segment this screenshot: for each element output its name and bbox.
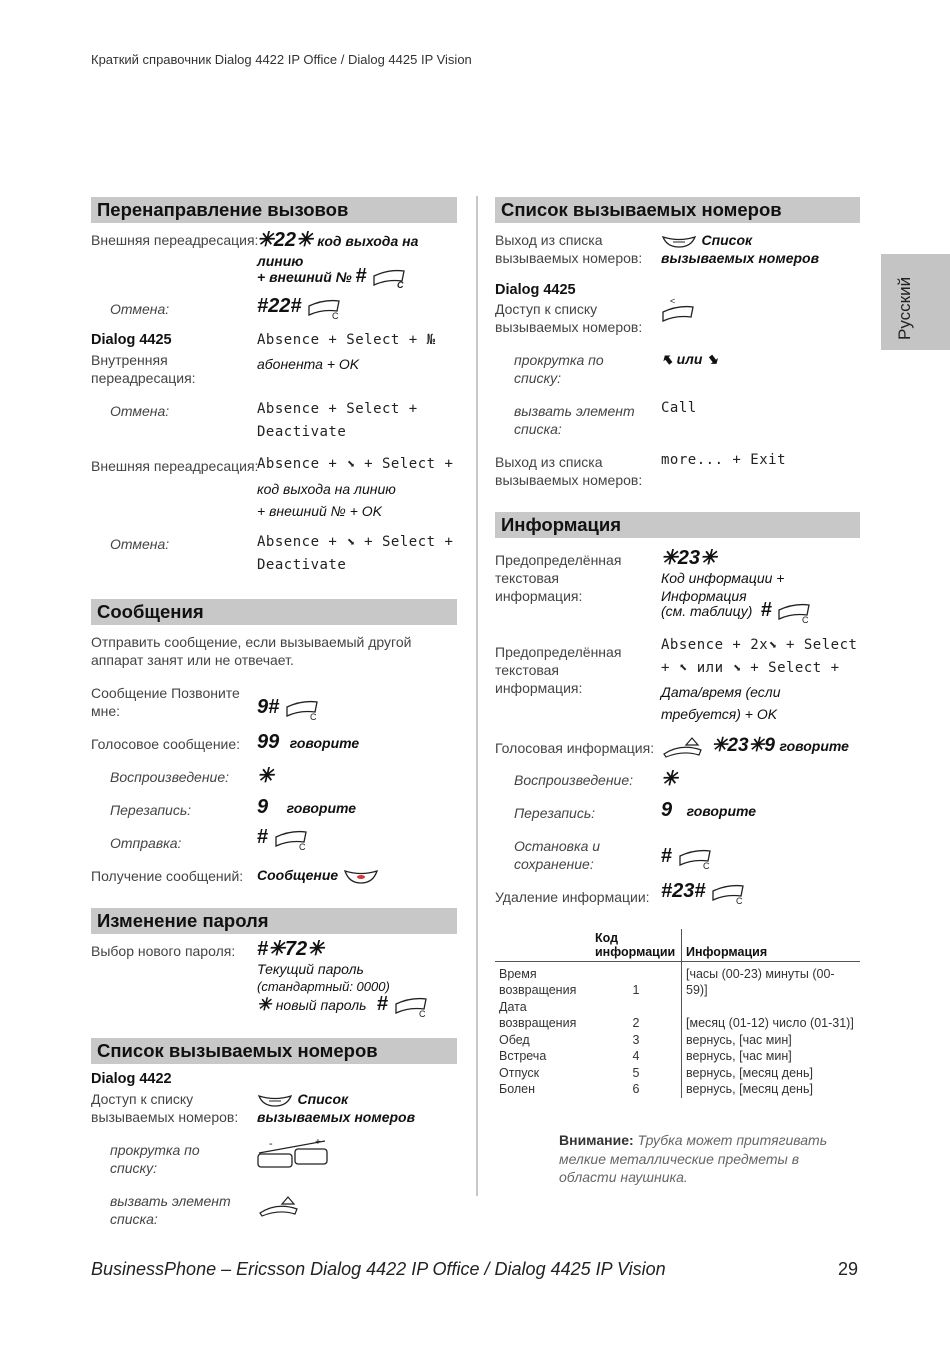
clear-key-icon <box>273 827 309 851</box>
table-row <box>495 1032 860 1049</box>
list-access-value-b: вызываемых номеров <box>257 1109 416 1125</box>
call2-label-a: вызвать элемент <box>514 403 635 419</box>
info-code-table <box>495 929 860 1098</box>
exit-list-value-a <box>661 231 752 250</box>
list-access-label-a: Доступ к списку <box>91 1091 194 1107</box>
section-title-messages: Сообщения <box>91 599 457 625</box>
clear-key-icon <box>306 296 342 320</box>
svg-text:C: C <box>298 841 306 851</box>
list-access-word: Список <box>297 1091 349 1107</box>
magnet-warning-note <box>559 1131 859 1187</box>
scroll2-label-b: списку: <box>514 370 561 386</box>
exit2-label-a: Выход из списка <box>495 454 603 470</box>
ext2-forward-value-b: код выхода на линию <box>257 481 396 497</box>
table-row <box>495 1048 860 1065</box>
table-cell: 3 <box>591 1032 682 1049</box>
rerecord-label: Перезапись: <box>110 802 192 818</box>
rerecord-code: 9 <box>257 796 269 818</box>
clear-key-icon <box>710 881 746 905</box>
svg-text:-: - <box>269 1138 273 1150</box>
svg-text:C: C <box>735 895 743 905</box>
table-cell: вернусь, [месяц день] <box>686 1065 813 1080</box>
int-forward-label-a: Внутренняя <box>91 352 168 368</box>
messages-intro: Отправить сообщение, если вызываемый другой аппарат занят или не отвечает. <box>91 634 412 668</box>
table-cell: 6 <box>591 1081 682 1098</box>
scroll-label-a: прокрутка по <box>110 1142 200 1158</box>
pre1-value-1: Код информации + <box>661 570 785 586</box>
new-password-value <box>257 993 429 1018</box>
ext-forward-label: Внешняя переадресация: <box>91 232 259 248</box>
cancel2-value-a: Absence + Select + <box>257 401 418 417</box>
table-cell: Болен <box>499 1082 536 1096</box>
pre2-label-a: Предопределённая <box>495 644 622 660</box>
list-access2-label-a: Доступ к списку <box>495 301 598 317</box>
table-cell: Дата возвращения <box>499 999 577 1030</box>
delete-info-value <box>661 880 746 905</box>
exit-list-value-b: вызываемых номеров <box>661 250 820 266</box>
call2-label-b: списка: <box>514 421 562 437</box>
star-icon: ✳ <box>257 995 272 1014</box>
svg-text:<: < <box>670 296 676 306</box>
running-header: Краткий справочник Dialog 4422 IP Office / Dialog 4425 IP Vision <box>91 52 472 67</box>
section-title-dialed-list-2: Список вызываемых номеров <box>495 197 860 223</box>
list-key-icon <box>257 1093 293 1107</box>
list-access-label-b: вызываемых номеров: <box>91 1109 239 1125</box>
ext-forward-number-text: + внешний № <box>257 269 352 285</box>
pre2-label-c: информация: <box>495 680 583 696</box>
cancel3-value-b: Deactivate <box>257 557 347 573</box>
play-label: Воспроизведение: <box>110 769 230 785</box>
voice-info-code: ✳23✳9 <box>711 735 775 756</box>
receive-msg-value <box>257 866 379 885</box>
receive-msg-word: Сообщение <box>257 867 339 883</box>
stop-save-label-a: Остановка и <box>514 838 601 854</box>
language-tab <box>881 254 950 350</box>
voice-info-label: Голосовая информация: <box>495 740 655 756</box>
cancel1-value <box>257 295 342 320</box>
ext2-forward-value-c: + внешний № + OK <box>257 503 382 519</box>
ext-forward-line: код выхода на линию <box>257 233 419 269</box>
pre1-label-c: информация: <box>495 588 583 604</box>
rerecord-word: говорите <box>286 800 357 816</box>
section-title-dialed-list: Список вызываемых номеров <box>91 1038 457 1064</box>
table-cell: Обед <box>499 1032 530 1047</box>
voice-info-value <box>661 734 849 758</box>
stop-save-value <box>661 845 713 870</box>
play-code: ✳ <box>257 765 274 787</box>
call-item-label-b: списка: <box>110 1211 158 1227</box>
table-cell: вернусь, [час мин] <box>686 1032 792 1047</box>
table-cell: 4 <box>591 1048 682 1065</box>
table-row <box>495 1065 860 1082</box>
ext-forward-number <box>257 267 407 289</box>
rerecord2-code: 9 <box>661 799 673 821</box>
voice-msg-code: 99 <box>257 731 280 753</box>
dialog-4422-heading: Dialog 4422 <box>91 1071 172 1087</box>
table-row <box>495 1081 860 1098</box>
default-password-text: (стандартный: 0000) <box>257 979 390 994</box>
page-number: 29 <box>838 1259 859 1279</box>
svg-text:C: C <box>396 280 404 290</box>
hash-icon: # <box>355 265 367 287</box>
volume-keys-icon <box>255 1137 331 1169</box>
table-cell: вернусь, [час мин] <box>686 1049 792 1063</box>
scroll2-label-a: прокрутка по <box>514 352 604 368</box>
table-cell: 5 <box>591 1065 682 1082</box>
svg-text:+: + <box>315 1137 321 1148</box>
svg-text:C: C <box>331 310 339 320</box>
table-header-cell <box>495 929 591 962</box>
pre2-value-4: требуется) + OK <box>661 706 778 722</box>
call-item-label-a: вызвать элемент <box>110 1193 231 1209</box>
voice-msg-label: Голосовое сообщение: <box>91 736 241 752</box>
ext-forward-code: ✳22✳ <box>257 229 313 251</box>
ext2-forward-label: Внешняя переадресация: <box>91 458 259 474</box>
exit-list-label-a: Выход из списка <box>495 232 603 248</box>
cancel2-label: Отмена: <box>110 403 170 419</box>
svg-text:C: C <box>802 614 809 624</box>
msg-callme-code: 9# <box>257 696 280 718</box>
table-row <box>495 966 860 999</box>
exit2-label-b: вызываемых номеров: <box>495 472 643 488</box>
info-code-table-wrap <box>495 929 860 1098</box>
hash-icon: # <box>376 993 389 1015</box>
clear-key-icon <box>677 846 713 870</box>
table-cell: Отпуск <box>499 1065 540 1080</box>
delete-info-label: Удаление информации: <box>495 889 650 905</box>
send-label: Отправка: <box>110 835 182 851</box>
pre2-value-2: + ⬉ или ⬊ + Select + <box>661 660 840 676</box>
dialog-4425-heading-2: Dialog 4425 <box>495 282 576 298</box>
rerecord2-word: говорите <box>686 803 757 819</box>
int-forward-label-b: переадресация: <box>91 370 196 386</box>
exit-list-label-b: вызываемых номеров: <box>495 250 643 266</box>
clear-key-icon <box>284 697 320 721</box>
message-key-icon <box>343 867 379 885</box>
rerecord-value <box>257 796 356 819</box>
section-title-information: Информация <box>495 512 860 538</box>
pre1-value-3 <box>661 599 812 624</box>
pre1-label-b: текстовая <box>495 570 560 586</box>
svg-text:C: C <box>309 711 317 721</box>
table-cell: Встреча <box>499 1049 547 1063</box>
voice-msg-word: говорите <box>289 735 360 751</box>
cancel2-value-b: Deactivate <box>257 424 347 440</box>
cancel1-label: Отмена: <box>110 301 170 317</box>
scroll-label-b: списку: <box>110 1160 157 1176</box>
list-access2-label-b: вызываемых номеров: <box>495 319 643 335</box>
list-access-value-a <box>257 1090 348 1109</box>
new-password-label: Выбор нового пароля: <box>91 943 236 959</box>
table-cell: Время возвращения <box>499 966 577 997</box>
send-value <box>257 826 309 851</box>
note-text: Трубка может притягивать мелкие металлические предметы в области наушника. <box>559 1132 828 1185</box>
call2-value: Call <box>661 400 697 416</box>
table-cell: 2 <box>591 999 682 1032</box>
play2-label: Воспроизведение: <box>514 772 634 788</box>
stop-save-label-b: сохранение: <box>514 856 594 872</box>
table-cell: [месяц (01-12) число (01-31)] <box>686 1016 854 1030</box>
table-row <box>495 999 860 1032</box>
note-lead: Внимание: <box>559 1132 634 1148</box>
rerecord2-value <box>661 799 756 822</box>
table-cell: 1 <box>591 966 682 999</box>
svg-text:C: C <box>702 860 710 870</box>
msg-callme-label-a: Сообщение Позвоните <box>91 685 240 701</box>
pre1-code: ✳23✳ <box>661 547 717 569</box>
pre2-label-b: текстовая <box>495 662 560 678</box>
receive-msg-label: Получение сообщений: <box>91 868 244 884</box>
clear-key-icon <box>776 600 812 624</box>
table-cell: вернусь, [месяц день] <box>686 1082 813 1096</box>
dialog-4425-heading: Dialog 4425 <box>91 332 172 348</box>
column-divider <box>476 196 478 1196</box>
offhook-icon <box>257 1193 303 1217</box>
clear-key-icon <box>393 994 429 1018</box>
int-forward-value-b: абонента + OK <box>257 356 360 372</box>
voice-msg-value <box>257 731 359 754</box>
pre2-value-3: Дата/время (если <box>661 684 781 700</box>
table-header-cell: Информация <box>682 929 861 962</box>
list-key-icon <box>661 234 697 248</box>
table-cell: [часы (00-23) минуты (00-59)] <box>686 966 835 997</box>
list-softkey-icon <box>660 296 696 322</box>
int-forward-value-a: Absence + Select + № <box>257 332 436 348</box>
offhook-icon <box>661 736 707 758</box>
play2-code: ✳ <box>661 768 678 790</box>
rerecord2-label: Перезапись: <box>514 805 596 821</box>
msg-callme-value <box>257 696 320 721</box>
ext2-forward-value-a: Absence + ⬊ + Select + <box>257 456 454 472</box>
cancel3-value-a: Absence + ⬊ + Select + <box>257 534 454 550</box>
hash-icon: # <box>760 599 772 621</box>
section-title-forwarding: Перенаправление вызовов <box>91 197 457 223</box>
table-header-cell: Код информации <box>591 929 682 962</box>
stop-save-code: # <box>661 845 673 867</box>
pre1-value-2: Информация <box>661 588 747 604</box>
svg-text:C: C <box>418 1008 426 1018</box>
clear-key-icon <box>371 267 407 289</box>
table-header-row <box>495 929 860 962</box>
language-tab-label: Русский <box>895 276 914 340</box>
delete-info-code: #23# <box>661 880 706 902</box>
exit2-value: more... + Exit <box>661 452 787 468</box>
section-title-password: Изменение пароля <box>91 908 457 934</box>
pre1-table-ref: (см. таблицу) <box>661 603 753 619</box>
exit-list-word: Список <box>701 232 753 248</box>
send-code: # <box>257 826 269 848</box>
footer-title: BusinessPhone – Ericsson Dialog 4422 IP Office / Dialog 4425 IP Vision <box>91 1259 666 1279</box>
new-password-code: #✳72✳ <box>257 938 324 960</box>
scroll2-value: ⬉ или ⬊ <box>661 351 719 367</box>
pre1-label-a: Предопределённая <box>495 552 622 568</box>
new-password-text: новый пароль <box>275 997 367 1013</box>
voice-info-word: говорите <box>779 738 849 754</box>
cancel3-label: Отмена: <box>110 536 170 552</box>
msg-callme-label-b: мне: <box>91 703 121 719</box>
current-password-text: Текущий пароль <box>257 961 364 977</box>
pre2-value-1: Absence + 2x⬊ + Select <box>661 637 858 653</box>
cancel1-code: #22# <box>257 295 302 317</box>
